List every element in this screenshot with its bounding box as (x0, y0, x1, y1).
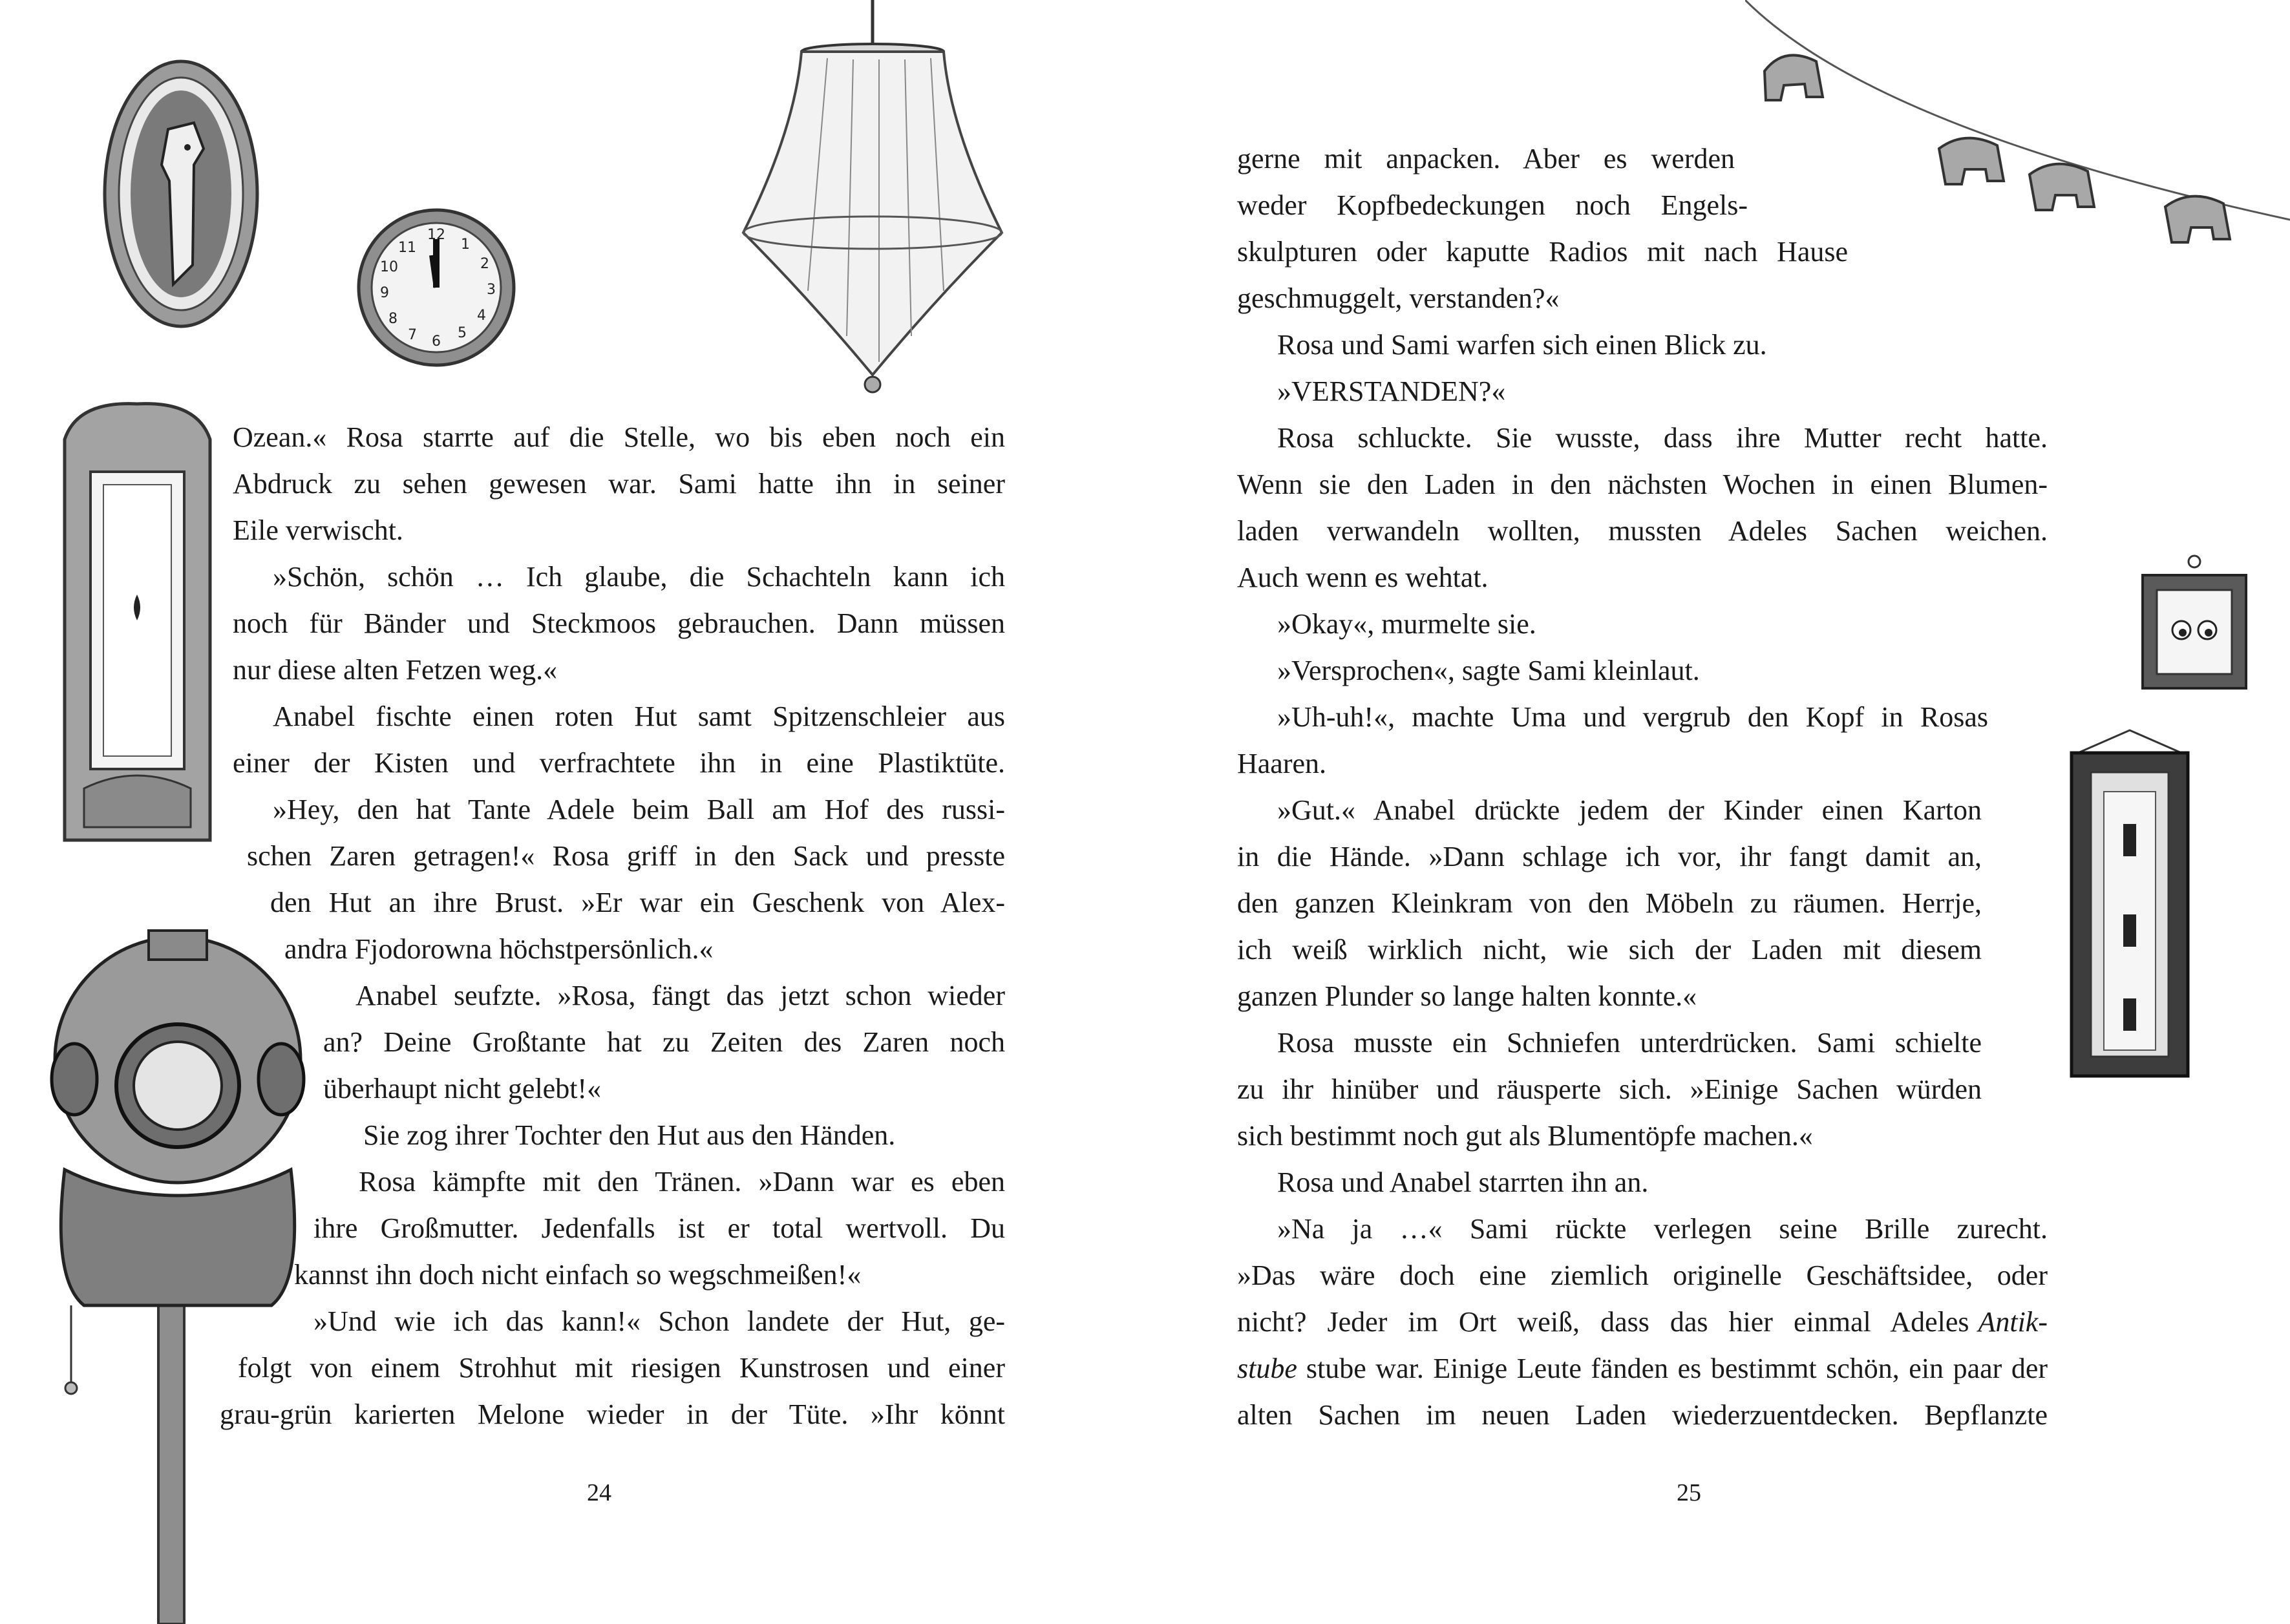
text-line: gerne mit anpacken. Aber es werden (1237, 143, 1735, 174)
text-line: »Hey, den hat Tante Adele beim Ball am Hof des russi- (273, 794, 1005, 825)
text-line: Eile verwischt. (233, 514, 403, 546)
text-line: Rosa und Anabel starrten ihn an. (1277, 1166, 1649, 1198)
text-line: Wenn sie den Laden in den nächsten Wochen in einen Blumen- (1237, 469, 2048, 500)
text-line: folgt von einem Strohhut mit riesigen Kunstrosen und einer (238, 1352, 1005, 1384)
text-line: Anabel fischte einen roten Hut samt Spitzenschleier aus (273, 701, 1005, 732)
text-line: Rosa musste ein Schniefen unterdrücken. Sami schielte (1277, 1027, 1982, 1059)
wall-clock-icon (349, 194, 524, 368)
text-line: nur diese alten Fetzen weg.« (233, 654, 558, 686)
text-line: »Versprochen«, sagte Sami kleinlaut. (1277, 655, 1700, 686)
face-picture-frame-icon (2136, 553, 2253, 695)
text-line-main: nicht? Jeder im Ort weiß, dass das hier einmal Adeles (1237, 1306, 1969, 1338)
text-line: »VERSTANDEN?« (1277, 375, 1506, 407)
text-line-main: stube war. Einige Leute fänden es bestimmt schön, ein paar der (1306, 1353, 2048, 1384)
text-line: Haaren. (1237, 748, 1327, 779)
text-line: den ganzen Kleinkram von den Möbeln zu räumen. Herrje, (1237, 887, 1982, 919)
svg-text:10: 10 (380, 259, 398, 275)
text-line: grau-grün karierten Melone wieder in der Tüte. »Ihr könnt (220, 1398, 1005, 1430)
text-line (1237, 1345, 2048, 1392)
text-line: in die Hände. »Dann schlage ich vor, ihr fangt damit an, (1237, 841, 1982, 872)
text-line: Ozean.« Rosa starrte auf die Stelle, wo bis eben noch ein (233, 421, 1005, 453)
page-number-left: 24 (587, 1479, 611, 1506)
svg-text:4: 4 (477, 308, 486, 324)
svg-text:2: 2 (480, 256, 489, 272)
text-line: Auch wenn es wehtat. (1237, 562, 1489, 593)
text-line: kannst ihn doch nicht einfach so wegschmeißen!« (294, 1259, 862, 1291)
text-line: »Gut.« Anabel drückte jedem der Kinder einen Karton (1277, 794, 1982, 826)
text-line: Sie zog ihrer Tochter den Hut aus den Händen. (363, 1119, 896, 1151)
text-line: Rosa kämpfte mit den Tränen. »Dann war es eben (359, 1166, 1005, 1197)
svg-text:8: 8 (388, 311, 398, 327)
horse-portrait-icon (97, 52, 265, 336)
diving-helmet-icon (26, 892, 330, 1624)
text-line: den Hut an ihre Brust. »Er war ein Geschenk von Alex- (270, 887, 1005, 918)
text-line: sich bestimmt noch gut als Blumentöpfe machen.« (1237, 1120, 1813, 1152)
text-line: weder Kopfbedeckungen noch Engels- (1237, 189, 1748, 221)
text-line: »Das wäre doch eine ziemlich originelle Geschäftsidee, oder (1237, 1260, 2048, 1291)
text-line (1237, 1299, 2048, 1345)
text-line: »Schön, schön … Ich glaube, die Schachteln kann ich (273, 561, 1005, 593)
svg-text:7: 7 (408, 327, 417, 343)
text-line: alten Sachen im neuen Laden wiederzuentdecken. Bepflanzte (1237, 1399, 2048, 1431)
text-line: überhaupt nicht gelebt!« (323, 1073, 602, 1104)
text-line: ganzen Plunder so lange halten konnte.« (1237, 980, 1697, 1012)
text-line: schen Zaren getragen!« Rosa griff in den Sack und presste (247, 840, 1005, 872)
tower-picture-frame-icon (2065, 727, 2194, 1079)
italic-word: Antik- (1978, 1306, 2048, 1338)
text-line: »Okay«, murmelte sie. (1277, 608, 1536, 640)
text-line: laden verwandeln wollten, mussten Adeles Sachen weichen. (1237, 515, 2048, 547)
svg-text:9: 9 (380, 285, 389, 301)
text-line: »Uh-uh!«, machte Uma und vergrub den Kopf in Rosas (1277, 701, 1988, 733)
text-line: noch für Bänder und Steckmoos gebrauchen. Dann müssen (233, 607, 1005, 639)
text-line: »Und wie ich das kann!« Schon landete der Hut, ge- (313, 1305, 1005, 1337)
text-line: »Na ja …« Sami rückte verlegen seine Brille zurecht. (1277, 1213, 2048, 1245)
text-line: ich weiß wirklich nicht, wie sich der Laden mit diesem (1237, 934, 1982, 965)
page-number-right: 25 (1677, 1479, 1701, 1506)
svg-text:3: 3 (487, 282, 496, 298)
standing-mirror-icon (58, 401, 217, 847)
svg-text:6: 6 (432, 333, 441, 350)
text-line: einer der Kisten und verfrachtete ihn in eine Plastiktüte. (233, 747, 1005, 779)
text-line: andra Fjodorowna höchstpersönlich.« (284, 933, 714, 965)
svg-text:1: 1 (461, 237, 470, 253)
italic-word: stube (1237, 1353, 1297, 1384)
text-line: Abdruck zu sehen gewesen war. Sami hatte ihn in seiner (233, 468, 1005, 500)
svg-text:11: 11 (398, 240, 416, 256)
chandelier-icon (730, 0, 1015, 404)
text-line: Rosa und Sami warfen sich einen Blick zu. (1277, 329, 1767, 361)
text-line: geschmuggelt, verstanden?« (1237, 282, 1560, 314)
svg-text:12: 12 (427, 227, 445, 243)
text-line: Rosa schluckte. Sie wusste, dass ihre Mutter recht hatte. (1277, 422, 2048, 454)
text-line: ihre Großmutter. Jedenfalls ist er total wertvoll. Du (313, 1212, 1005, 1244)
text-line: Anabel seufzte. »Rosa, fängt das jetzt schon wieder (355, 980, 1005, 1011)
text-line: an? Deine Großtante hat zu Zeiten des Zaren noch (323, 1026, 1005, 1058)
text-line: skulpturen oder kaputte Radios mit nach Hause (1237, 236, 1848, 268)
text-line: zu ihr hinüber und räusperte sich. »Einige Sachen würden (1237, 1073, 1982, 1105)
svg-text:5: 5 (458, 325, 467, 341)
